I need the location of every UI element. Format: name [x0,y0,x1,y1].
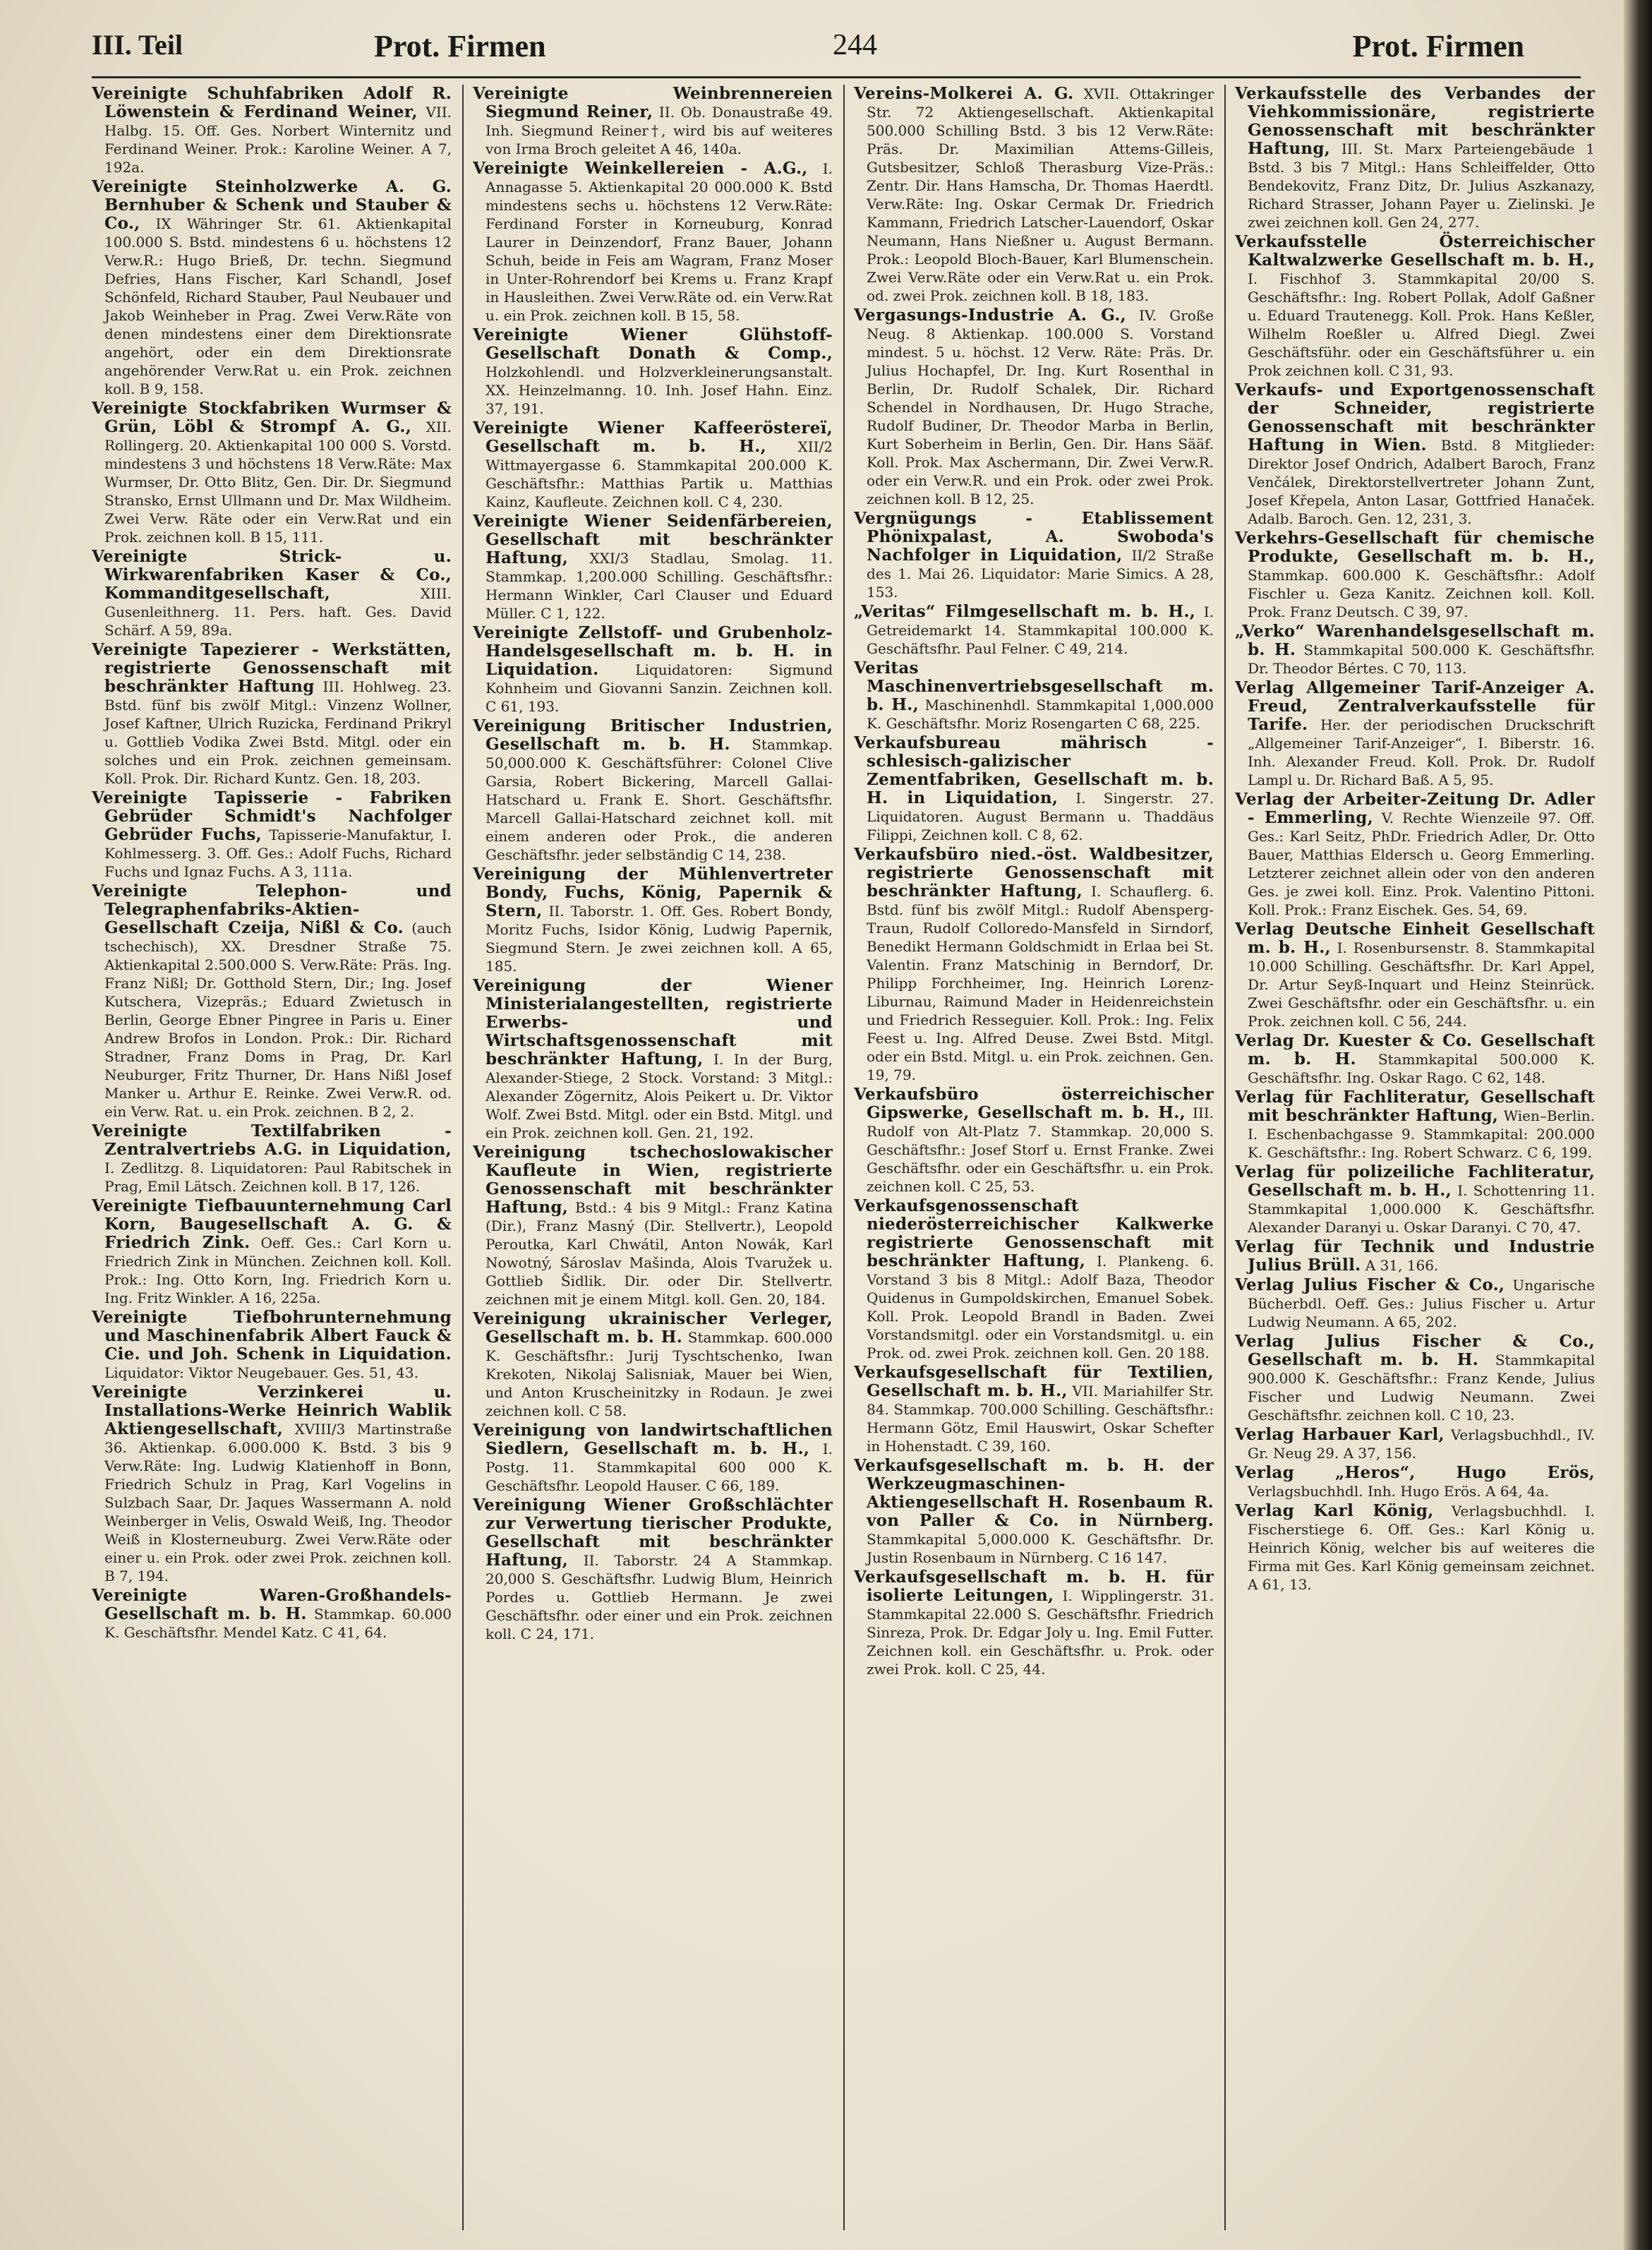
firm-details: Liquidatoren: Sigmund Kohnheim und Giovanni Sanzin. Zeichnen koll. C 61, 193. [486,661,833,715]
directory-entry [473,512,833,622]
firm-name: Verlag „Heros“, Hugo Erös, [1235,1463,1595,1482]
directory-entry [854,306,1214,508]
directory-entry [92,548,452,639]
firm-name: Vereinigung Wiener Großschlächter zur Verwertung tierischer Produkte, Gesellschaft mit beschränkter Haftung, [473,1496,833,1570]
firm-name: Vereinigte Telephon- und Telegraphenfabriks-Aktien-Gesellschaft Czeija, Nißl & Co. [92,882,452,937]
firm-details: Tapisserie-Manufaktur, I. Kohlmesserg. 3. Off. Ges.: Adolf Fuchs, Richard Fuchs und Ignaz Fuchs. A 3, 111a. [104,826,452,880]
firm-details: III. St. Marx Parteiengebäude 1 Bstd. 3 bis 7 Mitgl.: Hans Schleiffelder, Otto Bendekovitz, Franz Ditz, Dr. Julius Aszkanazy, Richard Strasser, Johann Payer u. Zielinski. Je zwei zeichnen koll. Gen 24, 277. [1248,140,1595,231]
firm-details: V. Rechte Wienzeile 97. Off. Ges.: Karl Seitz, PhDr. Friedrich Adler, Dr. Otto Bauer, Matthias Eldersch u. Georg Emmerling. Letzterer zeichnet allein oder von den anderen Ges. je zwei koll. Einz. Prok. Valentino Pittoni. Koll. Prok.: Franz Eischek. Ges. 54, 69. [1248,810,1595,918]
directory-entry [473,865,833,975]
directory-entry [92,789,452,881]
firm-name: Verkaufsgesellschaft m. b. H. der Werkzeugmaschinen-Aktiengesellschaft H. Rosenbaum R. von Paller & Co. in Nürnberg. [854,1456,1214,1530]
directory-entry [473,1143,833,1309]
firm-name: Vereins-Molkerei A. G. [854,85,1074,103]
directory-entry [1235,85,1595,231]
firm-details: Stammkap. 600.000 K. Geschäftsfhr.: Adolf Fischler u. Geza Kanitz. Zeichnen koll. Koll. Prok. Franz Deutsch. C 39, 97. [1248,567,1595,620]
firm-details: Stammkapital 5,000.000 K. Geschäftsfhr. Dr. Justin Rosenbaum in Nürnberg. C 16 147. [867,1531,1214,1566]
firm-name: Verkaufsgenossenschaft niederösterreichischer Kalkwerke registrierte Genossenschaft mit beschränkter Haftung, [854,1196,1214,1270]
firm-details: IV. Große Neug. 8 Aktienkap. 100.000 S. Vorstand mindest. 5 u. höchst. 12 Verw. Räte: Präs. Dr. Julius Hochapfel, Dr. Ing. Kurt Rosenthal in Berlin, Dr. Rudolf Schalek, Dir. Richard Schendel in Nordhausen, Dr. Hugo Strache, Rudolf Budiner, Dr. Theodor Marba in Berlin, Kurt Soberheim in Berlin, Gen. Dir. Hans Sääf. Koll. Prok. Max Aschermann, Dir. Zwei Verw.R. oder ein Verw.R. und ein Prok. oder zwei Prok. zeichnen koll. B 12, 25. [867,307,1214,507]
directory-entry [1235,529,1595,621]
directory-entry [1235,1332,1595,1424]
directory-entry [473,977,833,1142]
directory-entry [473,624,833,716]
firm-details: I. Postg. 11. Stammkapital 600 000 K. Geschäftsfhr. Leopold Hauser. C 66, 189. [486,1440,833,1494]
text-columns [92,85,1595,2230]
firm-details: II. Ob. Donaustraße 49. Inh. Siegmund Reiner†, wird bis auf weiteres von Irma Broch geleitet A 46, 140a. [486,104,833,157]
firm-details: XXI/3 Stadlau, Smolag. 11. Stammkap. 1,200.000 Schilling. Geschäftsfhr.: Hermann Winkler, Carl Clauser und Eduard Müller. C 1, 122. [486,550,833,622]
directory-entry [1235,1502,1595,1594]
part-label: III. Teil [92,29,183,61]
firm-details: Stammkapital 900.000 K. Geschäftsfhr.: Franz Kende, Julius Fischer und Ludwig Neumann. Zwei Geschäftsfhr. zeichnen koll. C 10, 23. [1248,1352,1595,1424]
directory-entry [92,85,452,176]
firm-name: Vereinigte Wiener Seidenfärbereien, Gesellschaft mit beschränkter Haftung, [473,512,833,567]
directory-entry [92,1197,452,1307]
firm-name: Vereinigung Britischer Industrien, Gesellschaft m. b. H. [473,716,833,754]
column-1 [92,85,452,2230]
firm-details: Maschinenhdl. Stammkapital 1,000.000 K. Geschäftsfhr. Moriz Rosengarten C 68, 225. [867,697,1214,732]
firm-name: Vereinigte Tiefbauunternehmung Carl Korn, Baugesellschaft A. G. & Friedrich Zink. [92,1196,452,1252]
firm-name: „Verko“ Warenhandelsgesellschaft m. b. H. [1235,622,1595,659]
firm-name: Verkaufsstelle Österreichischer Kaltwalzwerke Gesellschaft m. b. H., [1235,232,1595,270]
directory-entry [473,419,833,511]
firm-name: Vereinigte Wiener Glühstoff-Gesellschaft Donath & Comp., [473,325,833,363]
firm-details: Stammkap. 600.000 K. Geschäftsfhr.: Jurij Tyschtschenko, Iwan Krekoten, Nikolaj Salisniak, Mauer bei Wien, und Anton Kruscheinitzky in Rodaun. Je zwei zeichnen koll. C 58. [486,1329,833,1419]
firm-details: I. Fischhof 3. Stammkapital 20/00 S. Geschäftsfhr.: Ing. Robert Pollak, Adolf Gaßner u. Eduard Trautenegg. Koll. Prok. Hans Keßler, Wilhelm Roeßler u. Alfred Diegl. Zwei Geschäftsführ. oder ein Geschäftsführer u. ein Prok zeichnen koll. C 31, 93. [1248,270,1595,379]
firm-details: Wien–Berlin. I. Eschenbachgasse 9. Stammkapital: 200.000 K. Geschäftsfhr.: Ing. Robert Schwarz. C 6, 199. [1248,1107,1595,1161]
directory-entry [473,85,833,158]
header-rule [92,76,1581,78]
firm-details: I. Getreidemarkt 14. Stammkapital 100.000 K. Geschäftsfhr. Paul Felner. C 49, 214. [867,603,1214,657]
directory-entry [1235,1426,1595,1462]
firm-name: Verlag Allgemeiner Tarif-Anzeiger A. Freud, Zentralverkaufsstelle für Tarife. [1235,678,1595,734]
firm-details: I. In der Burg, Alexander-Stiege, 2 Stock. Vorstand: 3 Mitgl.: Alexander Zögernitz, Alois Peikert u. Dr. Viktor Wolf. Zwei Bstd. Mitgl. oder ein Bstd. Mitgl. und ein Prok. zeichnen koll. Gen. 21, 192. [486,1051,833,1141]
directory-entry [92,399,452,546]
firm-name: Vereinigte Textilfabriken - Zentralvertriebs A.G. in Liquidation, [92,1121,452,1159]
firm-name: Vereinigte Steinholzwerke A. G. Bernhuber & Schenk und Stauber & Co., [92,177,452,233]
firm-details: I. Annagasse 5. Aktienkapital 20 000.000 K. Bstd mindestens sechs u. höchstens 12 Verw.Räte: Ferdinand Forster in Korneuburg, Konrad Laurer in Deinzendorf, Franz Bauer, Johann Schuh, beide in Feis am Wagram, Franz Moser in Unter-Rohrendorf bei Krems u. Franz Krapf in Hausleithen. Zwei Verw.Räte od. ein Verw.Rat u. ein Prok. zeichnen koll. B 15, 58. [486,160,833,324]
firm-name: „Veritas“ Filmgesellschaft m. b. H., [854,602,1196,621]
directory-entry [1235,1032,1595,1087]
directory-entry [92,1383,452,1585]
directory-entry [854,1457,1214,1567]
firm-name: Verkaufsgesellschaft m. b. H. für isolierte Leitungen, [854,1568,1214,1605]
directory-entry [854,659,1214,733]
firm-details: I. Zedlitzg. 8. Liquidatoren: Paul Rabitschek in Prag, Emil Lätsch. Zeichnen koll. B 17, 126. [104,1160,452,1195]
firm-details: I. Plankeng. 6. Vorstand 3 bis 8 Mitgl.: Adolf Baza, Theodor Quidenus in Gumpoldskirchen, Emanuel Sobek. Koll. Prok. Leopold Brandl in Baden. Zwei Vorstandsmitgl. oder ein Vorstandsmitgl. u. ein Prok. od. zwei Prok. zeichnen koll. Gen. 20 188. [867,1253,1214,1361]
firm-name: Verlag der Arbeiter-Zeitung Dr. Adler - Emmerling, [1235,790,1595,827]
directory-entry [473,326,833,418]
firm-details: Bstd. 8 Mitglieder: Direktor Josef Ondrich, Adalbert Baroch, Franz Venčálek, Direktorstellvertreter Johann Zunt, Josef Křepela, Anton Lasar, Gottfried Hanaček. Adalb. Baroch. Gen. 12, 231, 3. [1248,437,1595,527]
firm-name: Vereinigte Wiener Kaffeeröstereï, Gesellschaft m. b. H., [473,419,833,456]
firm-details: II/2 Straße des 1. Mai 26. Liquidator: Marie Simics. A 28, 153. [867,547,1214,601]
firm-details: I. Rosenbursenstr. 8. Stammkapital 10.000 Schilling. Geschäftsfhr. Dr. Karl Appel, Dr. Artur Seyß-Inquart und Heinz Steinrück. Zwei Geschäftsfhr. oder ein Geschäftsfhr. u. ein Prok. zeichnen koll. C 56, 244. [1248,939,1595,1030]
firm-details: III. Rudolf von Alt-Platz 7. Stammkap. 20,000 S. Geschäftsfhr.: Josef Storf u. Ernst Franke. Zwei Geschäftsfhr. oder ein Geschäftsfhr. u. ein Prok. zeichnen koll. C 25, 53. [867,1105,1214,1195]
directory-entry [854,1197,1214,1362]
firm-details: XII/2 Wittmayergasse 6. Stammkapital 200.000 K. Geschäftsfhr.: Matthias Partik u. Matthias Kainz, Kaufleute. Zeichnen koll. C 4, 230. [486,438,833,510]
firm-name: Vereinigte Schuhfabriken Adolf R. Löwenstein & Ferdinand Weiner, [92,85,452,121]
page-header [92,21,1602,78]
firm-details: XVIII/3 Martinstraße 36. Aktienkap. 6.000.000 K. Bstd. 3 bis 9 Verw.Räte: Ing. Ludwig Klatienhoff in Bonn, Friedrich Schulz in Prag, Karl Vogelins in Sulzbach Saar, Dr. Jaques Wassermann A. nold Weinberger in Velis, Oswald Weiß, Ing. Theodor Weiß in Klosterneuburg. Zwei Verw.Räte oder einer u. ein Prok. oder zwei Prok. zeichnen koll. B 7, 194. [104,1421,452,1584]
firm-name: Verkaufsbureau mährisch - schlesisch-galizischer Zementfabriken, Gesellschaft m. b. H. in Liquidation, [854,733,1214,807]
firm-name: Verlag Julius Fischer & Co., Gesellschaft m. b. H. [1235,1332,1595,1369]
firm-details: (auch tschechisch), XX. Dresdner Straße 75. Aktienkapital 2.500.000 S. Verw.Räte: Präs. Ing. Franz Nißl; Dr. Gotthold Stern, Dir.; Ing. Josef Kutschera, Vizepräs.; Eduard Zwietusch in Berlin, George Ebner Pingree in Paris u. Einer Andrew Brofos in London. Prok.: Dir. Richard Stradner, Franz Doms in Prag, Dr. Karl Neuburger, Fritz Thurner, Dr. Hans Nißl Josef Manker u. Arthur E. Reinke. Zwei Verw.R. od. ein Verw. Rat. u. ein Prok. zeichnen. B 2, 2. [104,920,452,1120]
firm-details: Stammkap. 60.000 K. Geschäftsfhr. Mendel Katz. C 41, 64. [104,1606,452,1641]
column-2 [473,85,833,2230]
column-3 [854,85,1214,2230]
directory-entry [1235,790,1595,919]
directory-entry [1235,1238,1595,1275]
directory-entry [92,641,452,788]
firm-name: Vereinigte Tapisserie - Fabriken Gebrüder Schmidt's Nachfolger Gebrüder Fuchs, [92,788,452,844]
firm-details: IX Währinger Str. 61. Aktienkapital 100.000 S. Bstd. mindestens 6 u. höchstens 12 Verw.R.: Hugo Brieß, Dr. techn. Siegmund Defries, Hans Fischer, Karl Schandl, Josef Schönfeld, Richard Stauber, Paul Neubauer und Jakob Weinheber in Prag. Zwei Verw.Räte von denen mindestens einer dem Direktionsrate angehört, oder ein dem Direktionsrate angehörender Verw.Rat u. ein Prok. zeichnen koll. B 9, 158. [104,215,452,397]
page-edge-shadow [1624,0,1652,2250]
firm-details: Stammkapital 500.000 K. Geschäftsfhr. Dr. Theodor Bértes. C 70, 113. [1248,642,1595,677]
firm-details: VII. Mariahilfer Str. 84. Stammkap. 700.000 Schilling. Geschäftsfhr.: Hermann Götz, Emil Hauswirt, Oskar Schefter in Hohenstadt. C 39, 160. [867,1383,1214,1455]
firm-name: Verkaufsgesellschaft für Textilien, Gesellschaft m. b. H., [854,1363,1214,1400]
directory-entry [473,1310,833,1420]
directory-entry [854,510,1214,601]
directory-entry [854,85,1214,305]
directory-entry [1235,1088,1595,1162]
firm-name: Veritas Maschinenvertriebsgesellschaft m. b. H., [854,658,1214,714]
firm-details: Stammkapital 500.000 K. Geschäftsfhr. Ing. Oskar Rago. C 62, 148. [1248,1051,1595,1086]
firm-name: Verlag Deutsche Einheit Gesellschaft m. b. H., [1235,920,1595,957]
directory-entry [92,882,452,1121]
directory-entry [1235,679,1595,789]
firm-details: Oeff. Ges.: Carl Korn u. Friedrich Zink in München. Zeichnen koll. Koll. Prok.: Ing. Otto Korn, Ing. Friedrich Korn u. Ing. Fritz Winkler. A 16, 225a. [104,1234,452,1306]
firm-details: Verlagsbuchhdl. Inh. Hugo Erös. A 64, 4a. [1248,1483,1550,1500]
firm-name: Vereinigung der Mühlenvertreter Bondy, Fuchs, König, Papernik & Stern, [473,865,833,920]
firm-name: Verkaufs- und Exportgenossenschaft der Schneider, registrierte Genossenschaft mit beschränkter Haftung in Wien. [1235,380,1595,455]
firm-details: Liquidator: Viktor Neugebauer. Ges. 51, 43. [104,1364,418,1381]
firm-details: I. Schauflerg. 6. Bstd. fünf bis zwölf Mitgl.: Rudolf Abensperg-Traun, Rudolf Colloredo-Mansfeld in Sirndorf, Benedikt Hermann Goldschmidt in Erlaa bei St. Valentin. Franz Matschinig in Berndorf, Dr. Philipp Forchheimer, Ing. Heinrich Lorenz-Liburnau, Raimund Mader in Heidenreichstein und Friedrich Resseguier. Koll. Prok.: Ing. Felix Feest u. Ing. Alfred Deuse. Zwei Bstd. Mitgl. oder ein Bstd. Mitgl. u. ein Prok. zeichnen. Gen. 19, 79. [867,883,1214,1083]
firm-details: Verlagsbuchhdl. I. Fischerstiege 6. Off. Ges.: Karl König u. Heinrich König, welcher bis auf weiteres die Firma mit Ges. Karl König gemeinsam zeichnet. A 61, 13. [1248,1503,1595,1593]
firm-name: Verlag Julius Fischer & Co., [1235,1275,1505,1294]
firm-name: Vereinigte Weinkellereien - A.G., [473,159,808,178]
directory-entry [1235,920,1595,1030]
firm-details: Ungarische Bücherbdl. Oeff. Ges.: Julius Fischer u. Artur Ludwig Neumann. A 65, 202. [1248,1277,1595,1330]
directory-entry [473,1496,833,1643]
firm-details: Her. der periodischen Druckschrift „Allgemeiner Tarif-Anzeiger“, I. Biberstr. 16. Inh. Alexander Freud. Koll. Prok. Dr. Rudolf Lampl u. Dr. Richard Baß. A 5, 95. [1248,716,1595,788]
firm-name: Verlag Harbauer Karl, [1235,1425,1445,1444]
directory-entry [92,1587,452,1642]
directory-entry [92,178,452,398]
firm-name: Verlag Karl König, [1235,1501,1434,1520]
firm-name: Vergasungs-Industrie A. G., [854,306,1126,325]
directory-entry [92,1309,452,1382]
firm-name: Vereinigte Weinbrennereien Siegmund Reiner, [473,85,833,121]
firm-details: XVII. Ottakringer Str. 72 Aktiengesellschaft. Aktienkapital 500.000 Schilling Bstd. 3 bis 12 Verw.Räte: Präs. Dr. Maximilian Attems-Gilleis, Gutsbesitzer, Schloß Therasburg Vize-Präs.: Zentr. Dir. Hans Hamscha, Dr. Thomas Haerdtl. Verw.Räte: Ing. Oskar Cermak Dr. Friedrich Kammann, Friedrich Latscher-Lauendorf, Oskar Neumann, Hans Nießner u. August Bermann. Prok.: Leopold Bloch-Bauer, Karl Blumenschein. Zwei Verw.Räte oder ein Verw.Rat u. ein Prok. od. zwei Prok. zeichnen koll. B 18, 183. [867,85,1214,304]
firm-details: Stammkap. 50,000.000 K. Geschäftsführer: Colonel Clive Garsia, Robert Bickering, Marcell Gallai-Hatschard u. Frank E. Short. Geschäftsfhr. Marcell Gallai-Hatschard zeichnet koll. mit einem anderen oder Prok., die anderen Geschäftsfhr. jeder selbständig C 14, 238. [486,736,833,863]
firm-details: XIII. Gusenleithnerg. 11. Pers. haft. Ges. David Schärf. A 59, 89a. [104,585,452,639]
directory-entry [1235,233,1595,380]
firm-details: II. Taborstr. 1. Off. Ges. Robert Bondy, Moritz Fuchs, Isidor König, Ludwig Papernik, Siegmund Stern. Je zwei zeichnen koll. A 65, 185. [486,903,833,975]
firm-details: A 31, 166. [1365,1257,1439,1274]
directory-entry [1235,1276,1595,1331]
directory-entry [854,1364,1214,1455]
firm-name: Vereinigte Zellstoff- und Grubenholz-Handelsgesellschaft m. b. H. in Liquidation. [473,623,833,679]
firm-name: Vereinigte Tiefbohrunternehmung und Maschinenfabrik Albert Fauck & Cie. und Joh. Schenk in Liquidation. [92,1308,452,1364]
firm-name: Verkaufsbüro österreichischer Gipswerke, Gesellschaft m. b. H., [854,1085,1214,1122]
firm-details: VII. Halbg. 15. Off. Ges. Norbert Winternitz und Ferdinand Weiner. Prok.: Karoline Weiner. A 7, 192a. [104,104,452,176]
column-4 [1235,85,1595,2230]
firm-name: Verlag für Technik und Industrie Julius Brüll. [1235,1237,1595,1275]
directory-entry [854,846,1214,1084]
directory-entry [854,1568,1214,1678]
firm-details: I. Wipplingerstr. 31. Stammkapital 22.000 S. Geschäftsfhr. Friedrich Sinreza, Prok. Dr. Edgar Joly u. Ing. Emil Futter. Zeichnen koll. ein Geschäftsfhr. u. Prok. oder zwei Prok. koll. C 25, 44. [867,1587,1214,1678]
left-running-title: Prot. Firmen [374,29,546,64]
firm-name: Verlag für polizeiliche Fachliteratur, Gesellschaft m. b. H., [1235,1162,1595,1200]
directory-entry [1235,622,1595,678]
firm-name: Vereinigte Tapezierer - Werkstätten, registrierte Genossenschaft mit beschränkter Haftung [92,640,452,696]
firm-details: XII. Rollingerg. 20. Aktienkapital 100 000 S. Vorstd. mindestens 3 und höchstens 18 Verw.Räte: Max Wurmser, Dr. Otto Blitz, Gen. Dir. Dr. Siegmund Stransko, Ernst Ullmann und Dr. Max Wildheim. Zwei Verw. Räte oder ein Verw.Rat und ein Prok. zeichnen koll. B 15, 111. [104,419,452,546]
firm-name: Vereinigte Stockfabriken Wurmser & Grün, Löbl & Strompf A. G., [92,399,452,436]
directory-entry [473,717,833,864]
directory-entry [854,1085,1214,1196]
firm-name: Vereinigung der Wiener Ministerialangestellten, registrierte Erwerbs- und Wirtschaftsgenossenschaft mit beschränkter Haftung, [473,976,833,1069]
firm-name: Verlag für Fachliteratur, Gesellschaft mit beschränkter Haftung, [1235,1088,1595,1125]
firm-details: II. Taborstr. 24 A Stammkap. 20,000 S. Geschäftsfhr. Ludwig Blum, Heinrich Pordes u. Gottlieb Hermann. Je zwei Geschäftsfhr. oder einer und ein Prok. zeichnen koll. C 24, 171. [486,1552,833,1642]
directory-entry [473,160,833,325]
directory-entry [1235,381,1595,528]
firm-name: Vergnügungs - Etablissement Phönixpalast, A. Swoboda's Nachfolger in Liquidation, [854,509,1214,565]
firm-details: Bstd.: 4 bis 9 Mitgl.: Franz Katina (Dir.), Franz Masný (Dir. Stellvertr.), Leopold Peroutka, Karl Chwátil, Anton Nowák, Karl Nowotný, Sároslav Mašinda, Alois Tvaružek u. Gottlieb Šidlik. Dir. oder Dir. Stellvertr. zeichnen mit je einem Mitgl. koll. Gen. 20, 184. [486,1199,833,1308]
firm-name: Vereinigung tschechoslowakischer Kaufleute in Wien, registrierte Genossenschaft mit beschränkter Haftung, [473,1143,833,1217]
directory-entry [854,734,1214,844]
right-running-title: Prot. Firmen [1352,29,1524,64]
firm-details: III. Hohlweg. 23. Bstd. fünf bis zwölf Mitgl.: Vinzenz Wollner, Josef Kaftner, Ulrich Ruzicka, Ferdinand Prikryl u. Gottlieb Vodika Zwei Bstd. Mitgl. oder ein solches und ein Prok. zeichnen gemeinsam. Koll. Prok. Dir. Richard Kuntz. Gen. 18, 203. [104,678,452,787]
firm-name: Verkehrs-Gesellschaft für chemische Produkte, Gesellschaft m. b. H., [1235,529,1595,566]
firm-details: I. Schottenring 11. Stammkapital 1,000.000 K. Geschäftsfhr. Alexander Daranyi u. Oskar Daranyi. C 70, 47. [1248,1182,1595,1236]
directory-entry [1235,1163,1595,1237]
directory-entry [92,1122,452,1196]
directory-entry [1235,1464,1595,1500]
firm-name: Vereinigte Waren-Großhandels-Gesellschaft m. b. H. [92,1586,452,1623]
page-number: 244 [833,29,877,61]
firm-name: Verkaufsbüro nied.-öst. Waldbesitzer, registrierte Genossenschaft mit beschränkter Haftung, [854,845,1214,901]
firm-name: Vereinigte Verzinkerei u. Installations-Werke Heinrich Wablik Aktiengesellschaft, [92,1383,452,1438]
firm-details: Holzkohlendl. und Holzverkleinerungsanstalt. XX. Heinzelmanng. 10. Inh. Josef Hahn. Einz. 37, 191. [486,363,833,417]
firm-name: Vereinigung ukrainischer Verleger, Gesellschaft m. b. H. [473,1309,833,1347]
firm-name: Verlag Dr. Kuester & Co. Gesellschaft m. b. H. [1235,1031,1595,1069]
firm-name: Vereinigte Strick- u. Wirkwarenfabriken Kaser & Co., Kommanditgesellschaft, [92,547,452,603]
firm-details: Verlagsbuchhdl., IV. Gr. Neug 29. A 37, 156. [1248,1426,1595,1462]
firm-name: Verkaufsstelle des Verbandes der Viehkommissionäre, registrierte Genossenschaft mit beschränkter Haftung, [1235,85,1595,158]
firm-name: Vereinigung von landwirtschaftlichen Siedlern, Gesellschaft m. b. H., [473,1421,833,1458]
firm-details: I. Singerstr. 27. Liquidatoren. August Bermann u. Thaddäus Filippi, Zeichnen koll. C 8, 62. [867,790,1214,843]
directory-entry [854,603,1214,658]
directory-entry [473,1421,833,1495]
